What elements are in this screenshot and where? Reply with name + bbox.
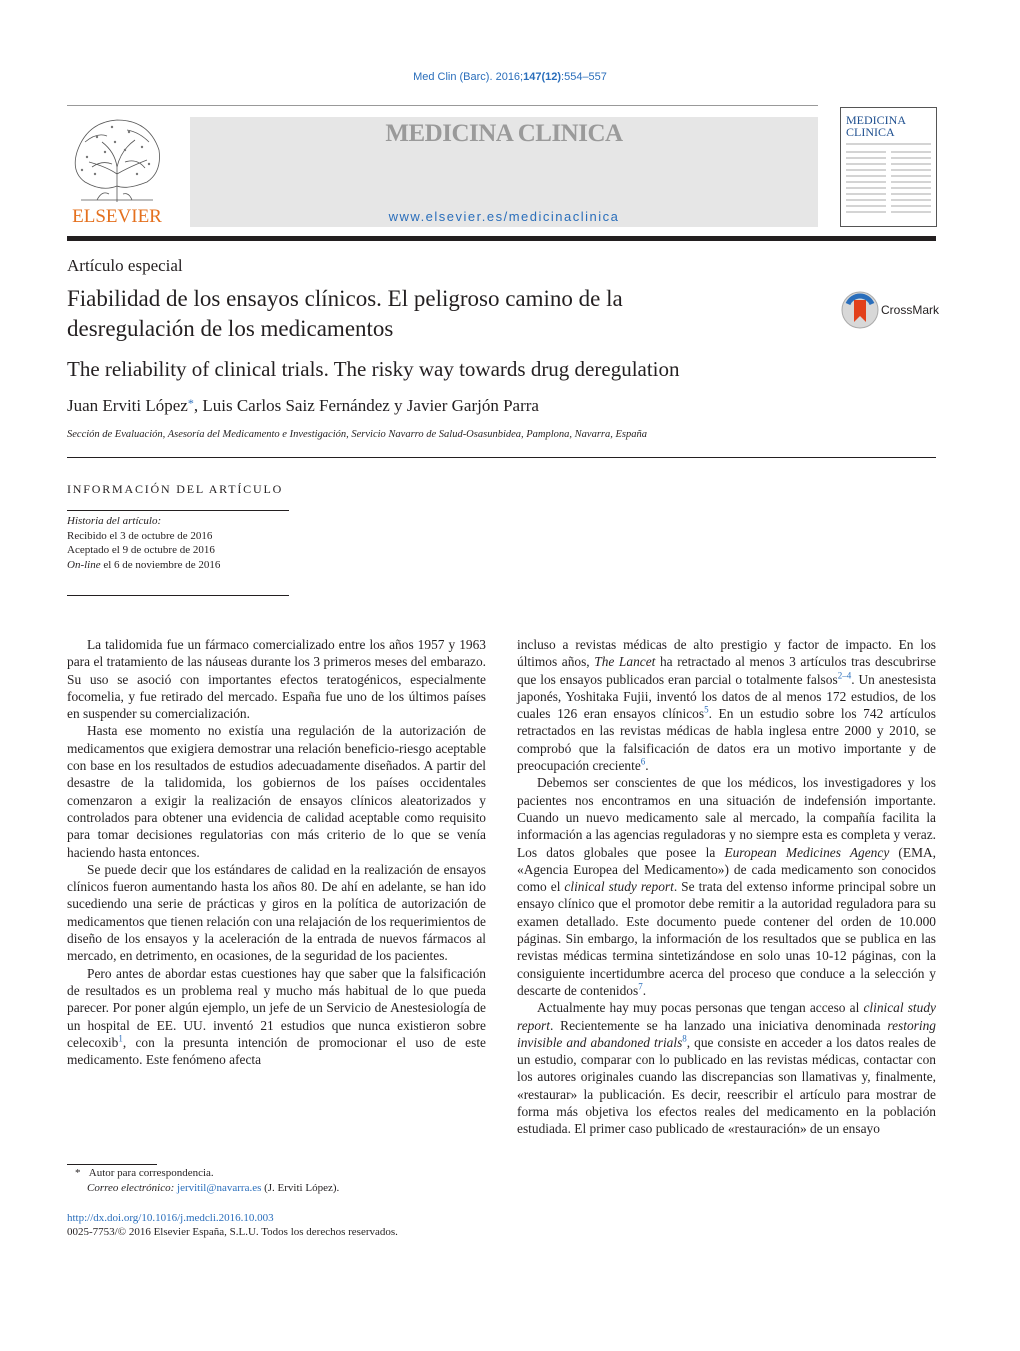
copyright-notice: 0025-7753/© 2016 Elsevier España, S.L.U. Todos los derechos reservados. — [67, 1226, 398, 1238]
journal-title: MEDICINA CLINICA — [385, 120, 623, 147]
article-info-rule-bottom — [67, 595, 289, 596]
paragraph: La talidomida fue un fármaco comercializado entre los años 1957 y 1963 para el tratamiento de las náuseas durante los 3 primeros meses del embarazo. Su uso se asoció con importantes efectos teratogénicos, especialmente focomelia, y fue retirado del mercado. España fue uno de los últimos países en suspender su comercialización. — [67, 637, 486, 722]
journal-cover-thumbnail — [840, 107, 937, 227]
reference-link[interactable]: 1 — [118, 1033, 123, 1044]
header-rule — [67, 105, 818, 106]
author-name: Juan Erviti López — [67, 396, 188, 415]
paragraph: Se puede decir que los estándares de calidad en la realización de ensayos clínicos fueron aumentando hasta los años 80. De ahí en adelante, se han ido sucediendo una serie de prácticas y giros en la política de autorización de medicamentos que tienen relación con una relajación de los requerimientos de diseño de los ensayos y la aceleración de la entrada de nuevos fármacos al mercado, en detrimento, en ocasiones, de la seguridad de los pacientes. — [67, 861, 486, 964]
paragraph: Hasta ese momento no existía una regulación de la autorización de medicamentos que exigiera demostrar una relación beneficio-riesgo aceptable con base en los resultados de estudios adecuadamente diseñados. A partir del desastre de la talidomida, los gobiernos de los países occidentales comenzaron a exigir la realización de ensayos clínicos aleatorizados y controlados para obtener una evidencia de calidad aceptable como requisito para tomar decisiones regulatorias con más criterio de lo que se venía haciendo hasta entonces. — [67, 723, 486, 860]
paragraph: Debemos ser conscientes de que los médicos, los investigadores y los pacientes nos encontramos en una situación de indefensión importante. Cuando un nuevo medicamento sale al mercado, la compañía facilita la información a las agencias reguladoras y no siempre esta es completa y veraz. Los datos globales que posee la European Medicines Agency (EMA, «Agencia Europea del Medicamento») de cada medicamento son conocidos como el clinical study report. Se trata del extenso informe principal sobre un ensayo clínico que el promotor debe remitir a la autoridad reguladora para su examen detallado. Este documento puede contener del orden de 10.000 páginas. Sin embargo, la información de los resultados que se publica en las revistas médicas termina sintetizándose en solo unas 10-12 páginas, con la consiguiente incertidumbre acerca del proceso que conduce a la selección y descarte de contenidos$^7$. — [517, 775, 936, 998]
reference-link[interactable]: 5 — [704, 704, 709, 715]
reference-link[interactable]: 6 — [640, 756, 646, 767]
article-title-english: The reliability of clinical trials. The risky way towards drug deregulation — [67, 357, 680, 381]
article-info-heading: INFORMACIÓN DEL ARTÍCULO — [67, 482, 284, 496]
article-section-label: Artículo especial — [67, 256, 183, 275]
publisher-wordmark: ELSEVIER — [72, 206, 162, 227]
footnote-rule — [67, 1164, 157, 1165]
correspondence-footnote: * Autor para correspondencia. Correo electrónico: jervitil@navarra.es (J. Erviti López). — [75, 1167, 340, 1194]
cover-title-line1: MEDICINA — [846, 113, 906, 127]
correspondence-marker[interactable]: * — [187, 396, 194, 410]
body-column-right — [517, 636, 936, 1138]
reference-link[interactable]: 2–4 — [837, 670, 852, 681]
email-link[interactable]: jervitil@navarra.es — [177, 1182, 262, 1194]
article-title-spanish: Fiabilidad de los ensayos clínicos. El peligroso camino de la desregulación de los medicamentos — [67, 286, 623, 341]
paragraph: incluso a revistas médicas de alto prestigio y factor de impacto. En los últimos años, The Lancet ha retractado al menos 3 artículos tras descubrirse que los ensayos publicados eran parcial o totalmente falsos$^{2-4}$. Un anestesista japonés, Yoshitaka Fujii, inventó los datos de al menos 172 estudios, de los cuales 126 eran ensayos clínicos$^5$. En un estudio sobre los 742 artículos retractados en las revistas médicas de habla inglesa entre 2000 y 2010, se comprobó que la falsificación de datos era un motivo importante y de preocupación creciente$^6$. — [517, 637, 937, 774]
body-column-left — [67, 636, 486, 1068]
author-affiliation: Sección de Evaluación, Asesoría del Medicamento e Investigación, Servicio Navarro de Salud-Osasunbidea, Pamplona, Navarra, España — [67, 429, 648, 440]
author-names-rest: , Luis Carlos Saiz Fernández y Javier Garjón Parra — [193, 396, 539, 415]
paragraph: Actualmente hay muy pocas personas que tengan acceso al clinical study report. Recientemente se ha lanzado una iniciativa denominada restoring invisible and abandoned trials$^8$, que consiste en acceder a los datos reales de un estudio, comparar con lo publicado en las revistas médicas, contactar con los autores originales cuando las discrepancias son llamativas y, finalmente, «restaurar» la publicación. Es decir, reescribir el artículo para mostrar de forma más objetiva los efectos reales del medicamento en la población estudiada. El primer caso publicado de «restauración» de un ensayo — [517, 1000, 936, 1137]
article-info-rule — [67, 510, 289, 511]
doi-link[interactable]: http://dx.doi.org/10.1016/j.medcli.2016.10.003 — [67, 1212, 274, 1224]
reference-link[interactable]: 7 — [638, 981, 643, 992]
crossmark-icon — [840, 290, 880, 330]
crossmark-label: CrossMark — [881, 303, 940, 317]
header-rule-thick — [67, 236, 936, 241]
journal-citation: Med Clin (Barc). 2016;147(12):554–557 — [413, 71, 607, 83]
article-history: Historia del artículo: Recibido el 3 de octubre de 2016 Aceptado el 9 de octubre de 2016 On-line el 6 de noviembre de 2016 — [67, 515, 221, 571]
affiliation-rule — [67, 457, 936, 458]
author-list — [67, 396, 539, 416]
journal-url[interactable]: www.elsevier.es/medicinaclinica — [388, 209, 620, 224]
paragraph: Pero antes de abordar estas cuestiones hay que saber que la falsificación de resultados es un problema real y mucho más habitual de lo que pueda parecer. Por poner algún ejemplo, un jefe de un Servicio de Anestesiología de un hospital de EE. UU. inventó 21 estudios que nunca existieron sobre celecoxib$^1$, con la presunta intención de promocionar el uso de este medicamento. Este fenómeno afecta — [67, 965, 486, 1068]
cover-title-line2: CLINICA — [846, 125, 895, 139]
crossmark-badge[interactable] — [840, 290, 938, 330]
reference-link[interactable]: 8 — [682, 1033, 687, 1044]
